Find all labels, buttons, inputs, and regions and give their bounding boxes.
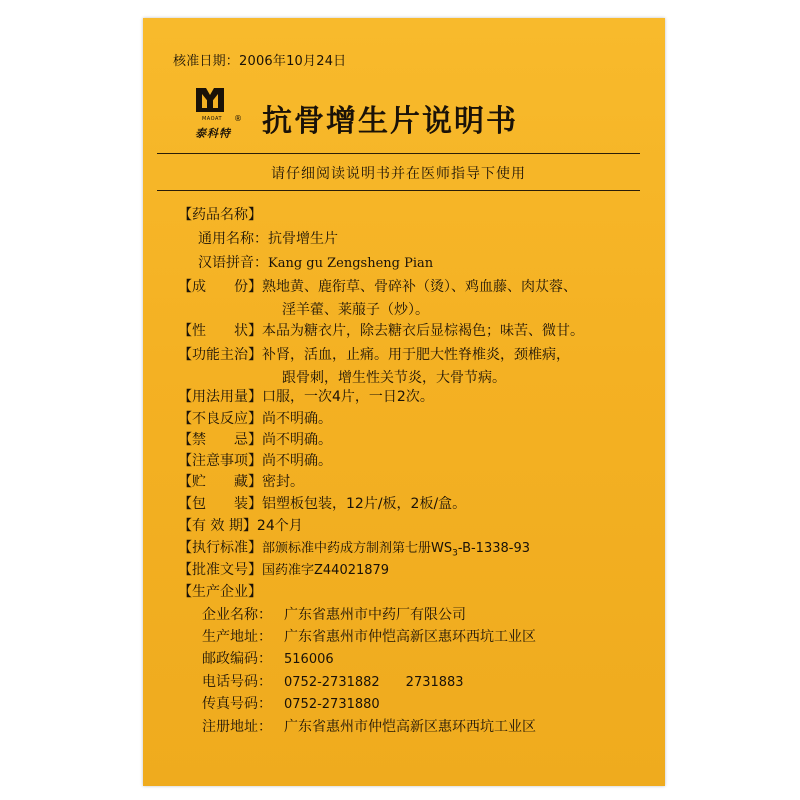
page-title: 抗骨增生片说明书 [262,104,518,139]
manufacturer-label: 【生产企业】 [178,584,262,600]
notice-text: 请仔细阅读说明书并在医师指导下使用 [271,166,526,182]
storage-label: 【贮 藏】 [178,474,262,490]
contraindications-value: 尚不明确。 [262,432,332,448]
pinyin-row [198,252,433,275]
pinyin-value: Kang gu Zengsheng Pian [268,256,434,271]
fax-value: 0752-2731880 [284,697,380,712]
indications-line-1: 补肾，活血，止痛。用于肥大性脊椎炎，颈椎病， [262,347,570,363]
company-label: 企业名称： [202,607,272,623]
generic-name-row [198,228,338,250]
address-row [202,626,536,648]
package-row [178,493,466,515]
dosage-row [178,386,434,408]
storage-value: 密封。 [262,474,304,490]
package-value: 铝塑板包装，12片/板，2板/盒。 [262,496,467,512]
dosage-value: 口服，一次4片，一日2次。 [262,389,434,405]
phone-label: 电话号码： [202,674,272,690]
contraindications-row [178,429,332,451]
pinyin-label: 汉语拼音： [198,255,268,271]
generic-name-label: 通用名称： [198,231,268,247]
storage-row [178,471,304,493]
ingredients-label: 【成 份】 [178,279,262,295]
registered-mark: ® [234,114,242,123]
standard-value-suffix: -B-1338-93 [457,541,530,556]
approval-number-row [178,559,389,582]
fax-label: 传真号码： [202,696,272,712]
divider-bottom [157,190,640,191]
contraindications-label: 【禁 忌】 [178,432,262,448]
generic-name-value: 抗骨增生片 [268,231,338,247]
standard-label: 【执行标准】 [178,540,262,556]
precautions-label: 【注意事项】 [178,453,262,469]
validity-row [178,515,303,537]
package-label: 【包 装】 [178,496,262,512]
manufacturer-section [178,581,262,603]
address-label: 生产地址： [202,629,272,645]
registered-address-value: 广东省惠州市仲恺高新区惠环西坑工业区 [284,719,536,735]
postcode-value: 516006 [284,652,334,667]
adverse-label: 【不良反应】 [178,411,262,427]
adverse-row [178,408,332,430]
indications-label: 【功能主治】 [178,347,262,363]
approval-number-label: 【批准文号】 [178,562,262,578]
validity-value: 24个月 [256,518,303,534]
approval-date: 核准日期：2006年10月24日 [173,54,347,69]
adverse-value: 尚不明确。 [262,411,332,427]
properties-value: 本品为糖衣片，除去糖衣后显棕褐色；味苦、微甘。 [262,323,584,339]
company-value: 广东省惠州市中药厂有限公司 [284,607,466,623]
standard-value-prefix: 部颁标准中药成方制剂第七册WS [262,541,453,556]
postcode-row [202,648,334,671]
logo-brand-name: 泰科特 [195,127,231,140]
ingredients-line-1: 熟地黄、鹿衔草、骨碎补（烫）、鸡血藤、肉苁蓉、 [262,279,577,295]
registered-address-label: 注册地址： [202,719,272,735]
logo-brand-text: MAOAT [201,116,223,122]
properties-label: 【性 状】 [178,323,262,339]
postcode-label: 邮政编码： [202,651,272,667]
indications-line-2: 跟骨刺，增生性关节炎，大骨节病。 [282,370,506,386]
standard-value-sub: 3 [452,548,458,559]
company-row [202,604,466,626]
phone-value: 0752-2731882 2731883 [284,675,464,690]
indications-row [178,344,570,366]
properties-row [178,320,584,342]
fax-row [202,693,380,716]
precautions-value: 尚不明确。 [262,453,332,469]
precautions-row [178,450,332,472]
company-logo-icon [194,86,226,114]
divider-top [157,153,640,154]
ingredients-row [178,276,577,298]
validity-label: 【有 效 期】 [178,518,257,534]
approval-number-value: 国药准字Z44021879 [262,563,390,578]
dosage-label: 【用法用量】 [178,389,262,405]
registered-address-row [202,716,536,738]
drug-name-label: 【药品名称】 [178,207,262,223]
ingredients-line-2: 淫羊藿、莱菔子（炒）。 [282,302,429,318]
address-value: 广东省惠州市仲恺高新区惠环西坑工业区 [284,629,536,645]
drug-name-section [178,204,262,226]
phone-row [202,671,464,694]
